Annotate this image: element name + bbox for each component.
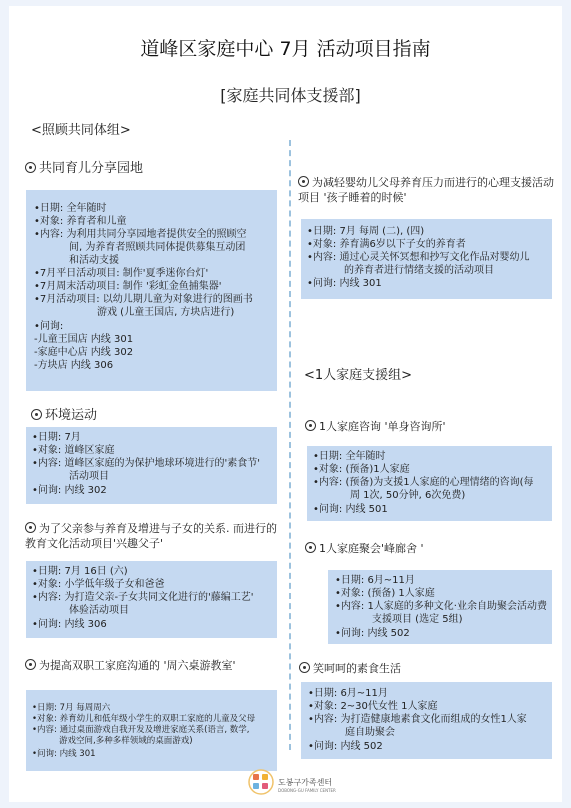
section-heading-single-gathering: 1人家庭聚会'峰廊舍 ' [305, 540, 424, 556]
right-group-label: <1人家庭支援组> [304, 368, 413, 383]
info-box-single-gathering: •日期: 6月~11月 •对象: (预备) 1人家庭 •内容: 1人家庭的多种文化·业余自助聚会活动费 支援项目 (选定 5组) •问询: 内线 502 [328, 570, 552, 644]
circle-bullet-icon [305, 542, 316, 553]
family-center-logo [247, 768, 367, 798]
info-box-environment: •日期: 7月 •对象: 道峰区家庭 •内容: 道峰区家庭的为保护地球环境进行的'素食节' 活动项目 •问询: 内线 302 [26, 427, 277, 504]
logo-name: 도봉구가족센터 [278, 778, 333, 787]
section-heading-single-counseling: 1人家庭咨询 '单身咨询所' [305, 418, 446, 434]
circle-bullet-icon [305, 420, 316, 431]
circle-bullet-icon [25, 659, 36, 670]
circle-bullet-icon [25, 522, 36, 533]
column-divider [289, 140, 291, 750]
page-title: 道峰区家庭中心 7月 活动项目指南 [140, 38, 431, 60]
section-heading-shared-parenting: 共同育儿分享园地 [25, 157, 143, 176]
section-heading-sleeping-child: 为减轻婴幼儿父母养育压力而进行的心理支援活动项目 '孩子睡着的时候' [298, 176, 554, 204]
left-group-label: <照顾共同体组> [31, 123, 131, 138]
circle-bullet-icon [31, 409, 42, 420]
section-heading-father-child: 为了父亲参与养育及增进与子女的关系. 而进行的教育文化活动项目'兴趣父子' [25, 522, 277, 550]
info-box-father-child: •日期: 7月 16日 (六) •对象: 小学低年级子女和爸爸 •内容: 为打造父亲-子女共同文化进行的'藤编工艺' 体验活动项目 •问询: 内线 306 [26, 561, 277, 638]
logo-tagline: DOBONG-GU FAMILY CENTER [278, 788, 336, 793]
circle-bullet-icon [298, 176, 309, 187]
family-center-logo-icon [247, 768, 275, 796]
circle-bullet-icon [25, 162, 36, 173]
info-box-shared-parenting: •日期: 全年随时 •对象: 养育者和儿童 •内容: 为利用共同分享园地者提供安全的照顾空 间, 为养育者照顾共同体提供募集互动团 和活动支援 •7月平日活动项目: 制作'夏季迷你台灯' •7月周末活动项目: 制作 '彩虹金鱼捕集器' •7月活动项目: 以幼儿期儿童为对象进行的图画书 游戏 (儿童王国店, 方块店进行) •问询: -儿童王国店 内线 301 -家庭中心店 内线 302 -方块店 内线 306 [26, 190, 277, 391]
section-heading-board-games: 为提高双职工家庭沟通的 '周六桌游教室' [25, 657, 236, 673]
info-box-single-counseling: •日期: 全年随时 •对象: (预备)1人家庭 •内容: (预备)为支援1人家庭的心理情绪的咨询(每 周 1次, 50分钟, 6次免费) •问询: 内线 501 [307, 446, 552, 521]
info-box-vegan-life: •日期: 6月~11月 •对象: 2~30代女性 1人家庭 •内容: 为打造健康地素食文化而组成的女性1人家 庭自助聚会 •问询: 内线 502 [301, 682, 552, 759]
section-heading-vegan-life: 笑呵呵的素食生活 [299, 660, 401, 676]
info-box-board-games: •日期: 7月 每周周六 •对象: 养育幼儿和低年级小学生的双职工家庭的儿童及父母 •内容: 通过桌面游戏自我开发及增进家庭关系(语言, 数学, 游戏空间,多种多样领域的桌面游戏) •问询: 内线 301 [26, 690, 277, 771]
circle-bullet-icon [299, 662, 310, 673]
section-heading-environment: 环境运动 [31, 404, 97, 423]
info-box-sleeping-child: •日期: 7月 每周 (二), (四) •对象: 养育满6岁以下子女的养育者 •内容: 通过心灵关怀冥想和抄写文化作品对婴幼儿 的养育者进行情绪支援的活动项目 •问询: 内线 301 [301, 219, 552, 299]
page-subtitle: [家庭共同体支援部] [220, 86, 361, 105]
